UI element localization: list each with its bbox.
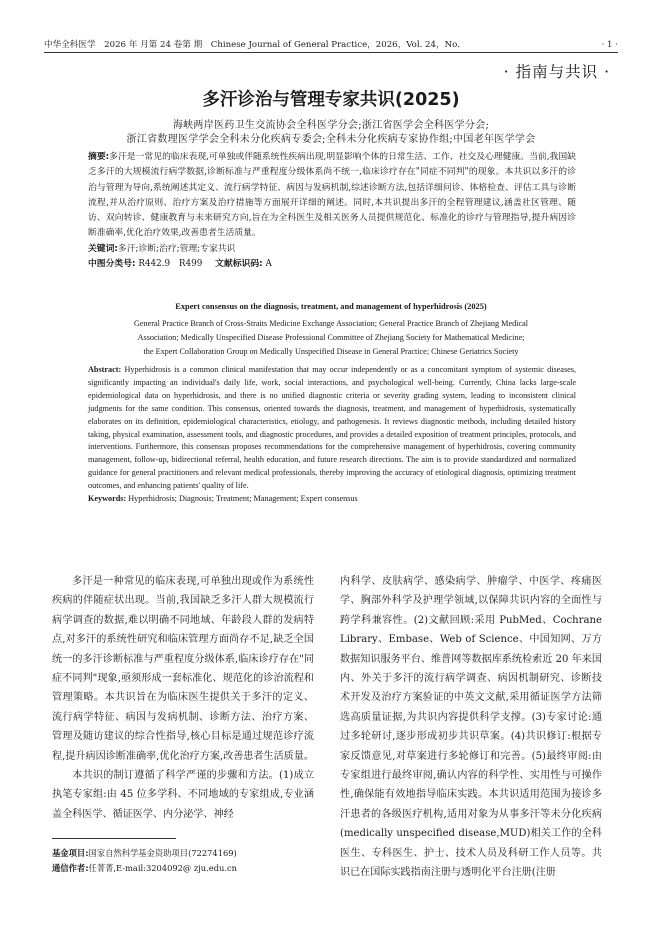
keywords-label: 关键词: <box>88 243 118 254</box>
article-title: 多汗诊治与管理专家共识(2025) <box>202 90 460 110</box>
english-affiliation-line-1: General Practice Branch of Cross-Straits Medicine Exchange Association; General Practice Branch of Zhejiang Medical <box>134 319 528 328</box>
chinese-keywords <box>88 242 576 257</box>
english-keywords-label: Keywords: <box>88 494 127 504</box>
english-title: Expert consensus on the diagnosis, treatment, and management of hyperhidrosis (2025) <box>175 302 487 311</box>
english-affiliation-line-2: Association; Medically Unspecified Disease Professional Committee of Zhejiang Society for Mathematical Medicine; <box>137 333 525 342</box>
running-header <box>44 38 618 53</box>
author-line-2: 浙江省数理医学学会全科未分化疾病专委会;全科未分化疾病专家协作组;中国老年医学学会 <box>126 134 536 145</box>
doc-code-label: 文献标识码: <box>215 259 263 270</box>
english-keywords <box>88 493 576 506</box>
english-affiliation-line-3: the Expert Collaboration Group on Medically Unspecified Disease in General Practice; Chinese Geriatrics Society <box>143 347 519 356</box>
chinese-abstract <box>88 150 576 242</box>
clc-label: 中图分类号: <box>88 259 136 270</box>
body-paragraph: 本共识的制订遵循了科学严谨的步骤和方法。(1)成立执笔专家组:由 45 位多学科、不同地域的专家组成,专业涵盖全科医学、循证医学、内分泌学、神经 <box>52 770 314 820</box>
abstract-text: 多汗是一常见的临床表现,可单独或伴随系统性疾病出现,明显影响个体的日常生活、工作、社交及心理健康。当前,我国缺乏多汗的大规模流行病学数据,诊断标准与严重程度分级体系尚不统一,临床诊疗存在"同症不同判"的现象。本共识以多汗的诊治与管理为导向,系统阐述其定义、流行病学特征、病因与发病机制,综述诊断方法,包括详细问诊、体格检查、评估工具与诊断流程,并从治疗原则、治疗方案及治疗措施等方面展开详细的阐述。同时,本共识提出多汗的全程管理建议,涵盖社区管理、随访、双向转诊、健康教育与未来研究方向,旨在为全科医生及相关医务人员提供规范化、标准化的诊疗与管理指导,提升病因诊断准确率,优化治疗效果,改善患者生活质量。 <box>88 152 576 239</box>
fund-text: 国家自然科学基金资助项目(72274169) <box>88 848 237 858</box>
english-keywords-text: Hyperhidrosis; Diagnosis; Treatment; Management; Expert consensus <box>128 494 358 504</box>
classification-line <box>88 257 576 272</box>
section-tag: · 指南与共识 · <box>503 63 610 81</box>
clc-number: R442.9 R499 <box>138 259 203 270</box>
chinese-abstract-block <box>88 150 576 272</box>
english-abstract-block <box>88 364 576 506</box>
body-paragraph: 内科学、皮肤病学、感染病学、肿瘤学、中医学、疼痛医学、胸部外科学及护理学领域,以保障共识内容的全面性与跨学科兼容性。(2)文献回顾:采用 PubMed、Cochrane Library、Embase、Web of Science、中国知网、万方数据知识服务平台、维普网等数据库系统检索近 20 年来国内、外关于多汗的流行病学调查、病因机制研究、诊断技术开发及治疗方案验证的中英文文献,采用循证医学方法筛选高质量证据,为共识内容提供科学支撑。(3)专家讨论:通过多轮研讨,逐步形成初步共识草案。(4)共识修订:根据专家反馈意见,对草案进行多轮修订和完善。(5)最终审阅:由专家组进行最终审阅,确认内容的科学性、实用性与可操作性,确保能有效地指导临床实践。本共识适用范围为接诊多汗患者的各级医疗机构,适用对象为从事多汗等未分化疾病(medically unspecified disease,MUD)相关工作的全科医生、专科医生、护士、技术人员及科研工作人员等。共识已在国际实践指南注册与透明化平台注册(注册 <box>340 576 602 879</box>
body-paragraph: 多汗是一种常见的临床表现,可单独出现或作为系统性疾病的伴随症状出现。当前,我国缺乏多汗人群大规模流行病学调查的数据,难以明确不同地域、年龄段人群的发病特点,对多汗的系统性研究和临床管理方面尚存不足,缺乏全国统一的多汗诊断标准与严重程度分级体系,临床诊疗存在"同症不同判"现象,亟须形成一套标准化、规范化的诊治流程和管理策略。本共识旨在为临床医生提供关于多汗的定义、流行病学特征、病因与发病机制、诊断方法、治疗方案、管理及随访建议的综合性指导,核心目标是通过规范诊疗流程,提升病因诊断准确率,优化治疗方案,改善患者生活质量。 <box>52 576 314 762</box>
body-column-left <box>52 572 314 824</box>
doc-code: A <box>265 259 272 270</box>
footnotes <box>52 846 314 876</box>
keywords-text: 多汗;诊断;治疗;管理;专家共识 <box>117 243 236 254</box>
english-abstract <box>88 364 576 493</box>
author-label: 通信作者: <box>52 863 89 873</box>
body-column-right <box>340 572 602 883</box>
footnote-divider <box>52 838 176 839</box>
journal-info: 中华全科医学 2026 年 月第 24 卷第 期 Chinese Journal of General Practice，2026，Vol. 24，No. <box>44 40 460 50</box>
page-number: · 1 · <box>601 40 618 50</box>
fund-label: 基金项目: <box>52 848 89 858</box>
author-line-1: 海峡两岸医药卫生交流协会全科医学分会;浙江省医学会全科医学分会; <box>172 120 490 131</box>
fund-footnote <box>52 846 314 861</box>
corresponding-author-footnote <box>52 861 314 876</box>
english-abstract-label: Abstract: <box>88 365 122 374</box>
author-text: 任菁菁,E-mail:3204092@ zju.edu.cn <box>88 863 237 873</box>
english-abstract-text: Hyperhidrosis is a common clinical manifestation that may occur independently or as a concomitant symptom of systemic diseases, significantly impacting an individual's daily life, work, social interactions, and psychological well-being. Currently, China lacks large-scale epidemiological data on hyperhidrosis, and there is no unified diagnostic criteria or severity grading system, leading to inconsistent clinical judgments for the same condition. This consensus, oriented towards the diagnosis, treatment, and management of hyperhidrosis, systematically elaborates on its definition, epidemiological characteristics, etiology, and pathogenesis. It reviews diagnostic methods, including detailed history taking, physical examination, assessment tools, and diagnostic procedures, and provides a detailed exposition of treatment principles, protocols, and interventions. Furthermore, this consensus proposes recommendations for the comprehensive management of hyperhidrosis, covering community management, follow-up, bidirectional referral, health education, and future research directions. The aim is to provide standardized and normalized guidance for general practitioners and relevant medical professionals, thereby improving the accuracy of etiological diagnosis, optimizing treatment outcomes, and enhancing patients' quality of life. <box>88 365 576 491</box>
abstract-label: 摘要: <box>88 152 110 162</box>
